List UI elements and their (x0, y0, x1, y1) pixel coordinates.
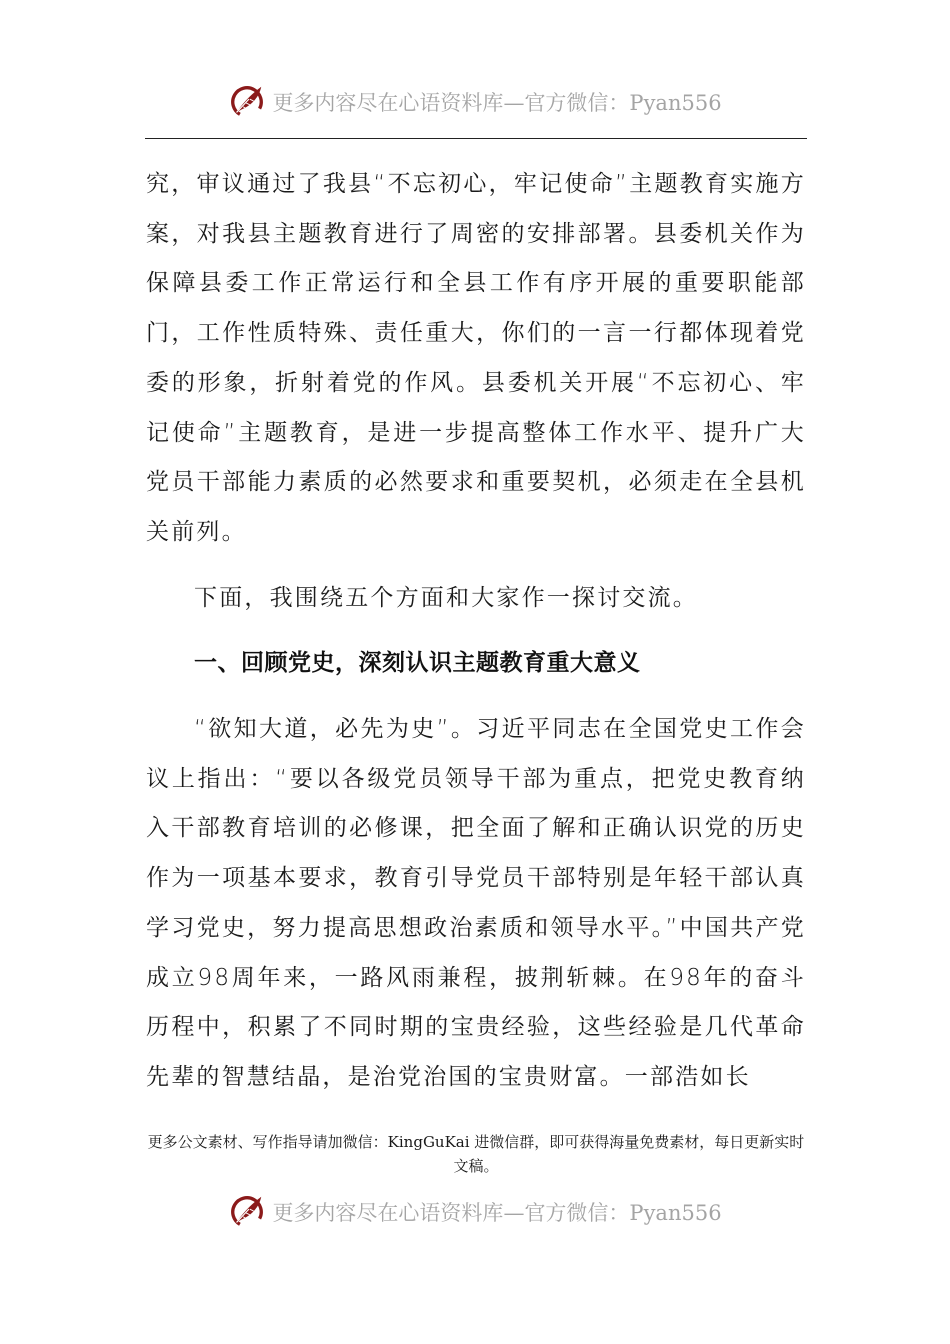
document-body (146, 160, 806, 1103)
section-heading: 一、回顾党史，深刻认识主题教育重大意义 (194, 650, 641, 677)
header-divider (145, 138, 807, 139)
feather-pen-logo-icon (228, 83, 266, 121)
banner-text: 更多内容尽在心语资料库—官方微信：Pyan556 (272, 91, 722, 115)
feather-pen-logo-icon (228, 1193, 266, 1231)
body-paragraph: 究，审议通过了我县“不忘初心，牢记使命”主题教育实施方案，对我县主题教育进行了周密的安排部署。县委机关作为保障县委工作正常运行和全县工作有序开展的重要职能部门，工作性质特殊、责任重大，你们的一言一行都体现着党委的形象，折射着党的作风。县委机关开展“不忘初心、牢记使命”主题教育，是进一步提高整体工作水平、提升广大党员干部能力素质的必然要求和重要契机，必须走在全县机关前列。 (146, 171, 806, 545)
footer-note: 更多公文素材、写作指导请加微信：KingGuKai 进微信群，即可获得海量免费素材，每日更新实时文稿。 (147, 1133, 805, 1175)
body-paragraph: “欲知大道，必先为史”。习近平同志在全国党史工作会议上指出：“要以各级党员领导干部为重点，把党史教育纳入干部教育培训的必修课，把全面了解和正确认识党的历史作为一项基本要求，教育引导党员干部特别是年轻干部认真学习党史，努力提高思想政治素质和领导水平。”中国共产党成立98周年来，一路风雨兼程，披荆斩棘。在98年的奋斗历程中，积累了不同时期的宝贵经验，这些经验是几代革命先辈的智慧结晶，是治党治国的宝贵财富。一部浩如长 (146, 716, 806, 1090)
footer-banner (0, 1192, 950, 1232)
body-paragraph: 下面，我围绕五个方面和大家作一探讨交流。 (194, 584, 698, 611)
header-banner (0, 82, 950, 122)
banner-text: 更多内容尽在心语资料库—官方微信：Pyan556 (272, 1201, 722, 1225)
